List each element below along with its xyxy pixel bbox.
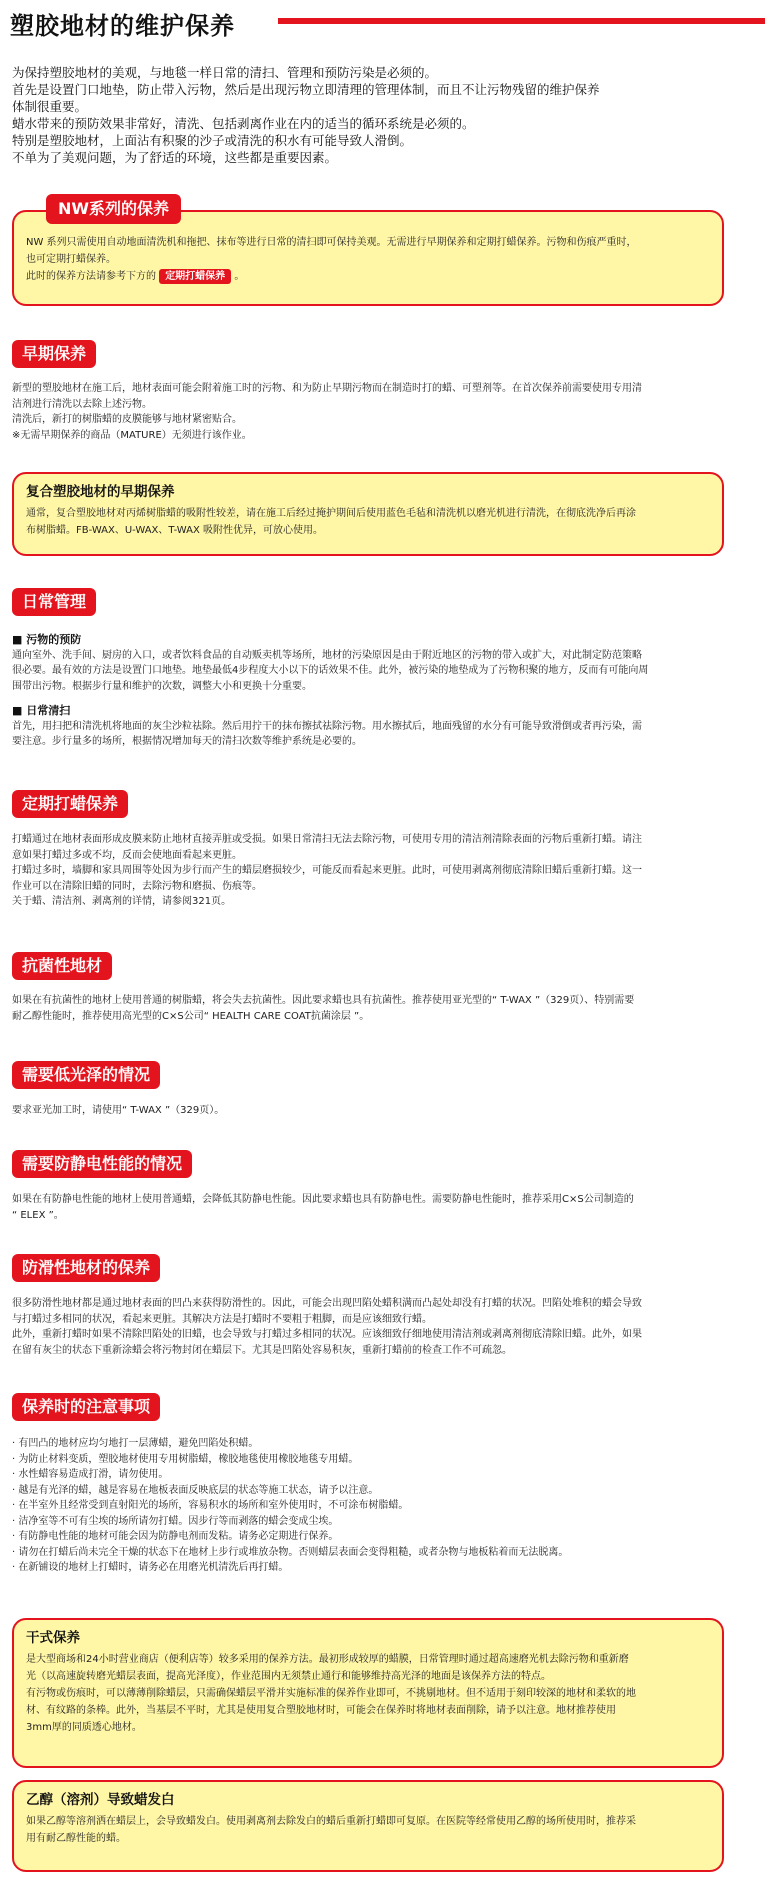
notes-item: · 有防静电性能的地材可能会因为防静电剂而发粘。请务必定期进行保养。 — [12, 1531, 339, 1542]
nw-line-suffix: 。 — [234, 271, 245, 282]
antislip-section-text — [12, 1296, 728, 1358]
daily-line: 首先，用扫把和清洗机将地面的灰尘沙粒祛除。然后用拧干的抹布擦拭祛除污物。用水擦拭后，地面残留的水分有可能导致滑倒或者再污染，需 — [12, 720, 642, 732]
early-line: ※无需早期保养的商品（MATURE）无须进行该作业。 — [12, 429, 252, 441]
page-title: 塑胶地材的维护保养 — [10, 12, 235, 40]
dry-line: 有污物或伤痕时，可以薄薄削除蜡层，只需确保蜡层平滑并实施标准的保养作业即可，不挑剔地材。但不适用于刻印较深的地材和柔软的地 — [26, 1688, 636, 1699]
antistatic-line: 如果在有防静电性能的地材上使用普通蜡，会降低其防静电性能。因此要求蜡也具有防静电性。需要防静电性能时，推荐采用C×S公司制造的 — [12, 1194, 634, 1205]
waxing-line: 打蜡通过在地材表面形成皮膜来防止地材直接弄脏或受损。如果日常清扫无法去除污物，可使用专用的清洁剂清除表面的污物后重新打蜡。请注 — [12, 834, 642, 845]
ethanol-title: 乙醇（溶剂）导致蜡发白 — [26, 1792, 175, 1808]
ethanol-line: 如果乙醇等溶剂洒在蜡层上，会导致蜡发白。使用剥离剂去除发白的蜡后重新打蜡即可复原。在医院等经常使用乙醇的场所使用时，推荐采 — [26, 1816, 636, 1827]
antibac-section-label: 抗菌性地材 — [12, 952, 112, 980]
title-rule — [278, 18, 765, 24]
dry-box — [12, 1618, 724, 1768]
nw-section-label: NW系列的保养 — [46, 194, 181, 224]
daily-line: 围带出污物。根据步行量和维护的次数，调整大小和更换十分重要。 — [12, 680, 312, 692]
waxing-line: 意如果打蜡过多或不均，反而会使地面看起来更脏。 — [12, 849, 242, 861]
dry-line: 是大型商场和24小时营业商店（便利店等）较多采用的保养方法。最初形成较厚的蜡膜，日常管理时通过超高速磨光机去除污物和重新磨 — [26, 1654, 629, 1665]
early-line: 洁剂进行清洗以去除上述污物。 — [12, 398, 152, 410]
early-section-text — [12, 381, 728, 443]
daily-line: 要注意。步行量多的场所，根据情况增加每天的清扫次数等维护系统是必要的。 — [12, 736, 362, 747]
dry-line: 3mm厚的同质透心地材。 — [26, 1722, 142, 1733]
waxing-section-label: 定期打蜡保养 — [12, 790, 128, 818]
antibac-line: 耐乙醇性能时，推荐使用高光型的C×S公司“ HEALTH CARE COAT抗菌涂层 ”。 — [12, 1010, 370, 1022]
nw-line: 也可定期打蜡保养。 — [26, 254, 116, 265]
waxing-line: 打蜡过多时，墙脚和家具周围等处因为步行而产生的蜡层磨损较少，可能反而看起来更脏。此时，可使用剥离剂彻底清除旧蜡后重新打蜡。这一 — [12, 865, 642, 876]
lowgloss-section-text — [12, 1103, 728, 1119]
intro-line: 蜡水带来的预防效果非常好，清洗、包括剥离作业在内的适当的循环系统是必须的。 — [12, 116, 475, 131]
early-line: 新型的塑胶地材在施工后，地材表面可能会附着施工时的污物、和为防止早期污物而在制造时打的蜡、可塑剂等。在首次保养前需要使用专用清 — [12, 383, 642, 394]
dry-title: 干式保养 — [26, 1630, 80, 1646]
early-line: 清洗后，新打的树脂蜡的皮膜能够与地材紧密贴合。 — [12, 414, 242, 425]
waxing-line: 作业可以在清除旧蜡的同时，去除污物和磨损、伤痕等。 — [12, 880, 262, 892]
antibac-line: 如果在有抗菌性的地材上使用普通的树脂蜡，将会失去抗菌性。因此要求蜡也具有抗菌性。推荐使用亚光型的“ T-WAX ”（329页）、特别需要 — [12, 995, 635, 1006]
notes-item: · 洁净室等不可有尘埃的场所请勿打蜡。因步行等而剥落的蜡会变成尘埃。 — [12, 1515, 339, 1527]
ethanol-box — [12, 1780, 724, 1872]
composite-title: 复合塑胶地材的早期保养 — [26, 484, 175, 500]
notes-item: · 为防止材料变质，塑胶地材使用专用树脂蜡，橡胶地毯使用橡胶地毯专用蜡。 — [12, 1453, 359, 1465]
intro-line: 特别是塑胶地材，上面沾有积聚的沙子或清洗的积水有可能导致人滑倒。 — [12, 133, 413, 148]
antislip-section-label: 防滑性地材的保养 — [12, 1254, 160, 1282]
ethanol-line: 用有耐乙醇性能的蜡。 — [26, 1833, 126, 1844]
composite-box — [12, 472, 724, 556]
notes-item: · 在半室外且经常受到直射阳光的场所，容易积水的场所和室外使用时，不可涂布树脂蜡。 — [12, 1500, 409, 1511]
dry-line: 材、有纹路的条棒。此外，当基层不平时，尤其是使用复合塑胶地材时，可能会在保养时将地材表面削除，请予以注意。地材推荐使用 — [26, 1705, 616, 1716]
waxing-line: 关于蜡、清洁剂、剥离剂的详情，请参阅321页。 — [12, 896, 232, 907]
spacer — [12, 694, 728, 703]
notes-item: · 水性蜡容易造成打滑，请勿使用。 — [12, 1469, 169, 1480]
dry-line: 光（以高速旋转磨光蜡层表面，提高光泽度），作业范围内无须禁止通行和能够维持高光泽的地面是该保养方法的特点。 — [26, 1671, 551, 1682]
antibac-section-text — [12, 993, 728, 1024]
daily-sub-title: ■ 污物的预防 — [12, 633, 82, 646]
daily-line: 通向室外、洗手间、厨房的入口，或者饮料食品的自动贩卖机等场所，地材的污染原因是由于附近地区的污物的带入或扩大，对此制定防范策略 — [12, 649, 642, 661]
notes-section-label: 保养时的注意事项 — [12, 1393, 160, 1421]
intro-line: 为保持塑胶地材的美观，与地毯一样日常的清扫、管理和预防污染是必须的。 — [12, 65, 438, 80]
daily-sub-title: ■ 日常清扫 — [12, 704, 71, 717]
early-section-label: 早期保养 — [12, 340, 96, 368]
nw-line-prefix: 此时的保养方法请参考下方的 — [26, 271, 156, 282]
lowgloss-line: 要求亚光加工时，请使用“ T-WAX ”（329页）。 — [12, 1105, 225, 1116]
intro-line: 体制很重要。 — [12, 99, 88, 114]
composite-line: 通常，复合塑胶地材对丙烯树脂蜡的吸附性较差，请在施工后经过掩护期间后使用蓝色毛毡和清洗机以磨光机进行清洗，在彻底洗净后再涂 — [26, 508, 636, 519]
nw-line: NW 系列只需使用自动地面清洗机和拖把、抹布等进行日常的清扫即可保持美观。无需进行早期保养和定期打蜡保养。污物和伤痕严重时， — [26, 237, 637, 248]
antislip-line: 与打蜡过多相同的状况，看起来更脏。其解决方法是打蜡时不要粗于粗脚，而是应该细致行蜡。 — [12, 1313, 432, 1325]
notes-item: · 越是有光泽的蜡，越是容易在地板表面反映底层的状态等施工状态，请予以注意。 — [12, 1484, 379, 1496]
lowgloss-section-label: 需要低光泽的情况 — [12, 1061, 160, 1089]
notes-item: · 在新铺设的地材上打蜡时，请务必在用磨光机清洗后再打蜡。 — [12, 1562, 289, 1573]
intro-line: 不单为了美观问题，为了舒适的环境，这些都是重要因素。 — [12, 150, 338, 165]
nw-section-box — [12, 210, 724, 306]
notes-item: · 请勿在打蜡后尚未完全干燥的状态下在地材上步行或堆放杂物。否则蜡层表面会变得粗糙，或者杂物与地板粘着而无法脱离。 — [12, 1546, 569, 1558]
intro-line: 首先是设置门口地垫，防止带入污物，然后是出现污物立即清理的管理体制，而且不让污物残留的维护保养 — [12, 82, 600, 97]
antislip-line: 在留有灰尘的状态下重新涂蜡会将污物封闭在蜡层下。尤其是凹陷处容易积灰，重新打蜡前的检查工作不可疏忽。 — [12, 1344, 512, 1356]
daily-line: 很必要。最有效的方法是设置门口地垫。地垫最低4步程度大小以下的话效果不佳。此外，被污染的地垫成为了污物积聚的地方，反而有可能向周 — [12, 665, 649, 676]
intro-text — [12, 64, 752, 166]
composite-line: 布树脂蜡。FB-WAX、U-WAX、T-WAX 吸附性优异，可放心使用。 — [26, 525, 324, 536]
antislip-line: 很多防滑性地材都是通过地材表面的凹凸来获得防滑性的。因此，可能会出现凹陷处蜡积满而凸起处却没有打蜡的状况。凹陷处堆积的蜡会导致 — [12, 1298, 642, 1309]
nw-line — [26, 268, 710, 285]
antistatic-section-text — [12, 1192, 728, 1223]
waxing-section-text — [12, 832, 728, 910]
waxing-reference-badge[interactable]: 定期打蜡保养 — [159, 269, 231, 284]
notes-list — [12, 1436, 728, 1576]
daily-section-label: 日常管理 — [12, 588, 96, 616]
antistatic-line: “ ELEX ”。 — [12, 1209, 64, 1221]
daily-section-text — [12, 632, 728, 750]
notes-item: · 有凹凸的地材应均匀地打一层薄蜡，避免凹陷处积蜡。 — [12, 1438, 259, 1449]
antistatic-section-label: 需要防静电性能的情况 — [12, 1150, 192, 1178]
antislip-line: 此外，重新打蜡时如果不清除凹陷处的旧蜡，也会导致与打蜡过多相同的状况。应该细致仔细地使用清洁剂或剥离剂彻底清除旧蜡。此外，如果 — [12, 1329, 642, 1340]
